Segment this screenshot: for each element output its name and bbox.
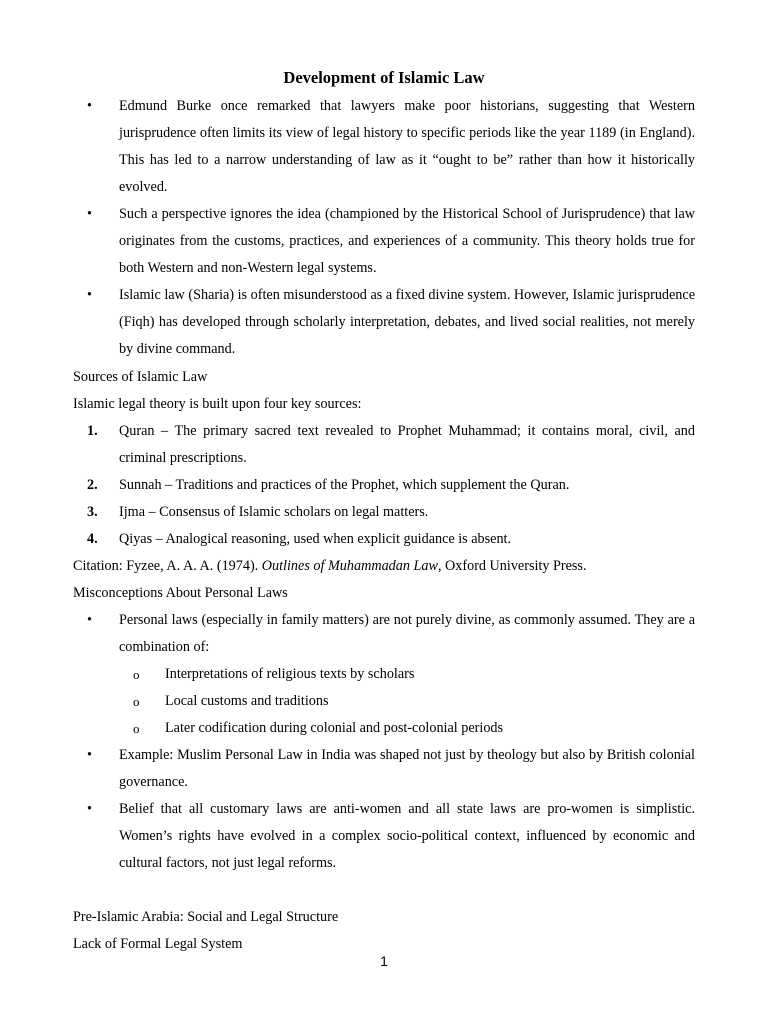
bullet-marker: • [87, 612, 92, 628]
numbered-item [73, 472, 695, 499]
item-text: Qiyas – Analogical reasoning, used when explicit guidance is absent. [119, 531, 512, 547]
sub-bullet-marker: o [133, 721, 140, 736]
section-subheading: Lack of Formal Legal System [73, 936, 243, 952]
citation [73, 553, 695, 580]
section-heading: Misconceptions About Personal Laws [73, 585, 288, 601]
sub-list-item [73, 715, 695, 742]
section-heading: Sources of Islamic Law [73, 369, 208, 385]
bullet-marker: • [87, 801, 92, 817]
bullet-marker: • [87, 98, 92, 114]
list-item [73, 607, 695, 661]
item-number: 4. [87, 531, 98, 547]
section-heading: Pre-Islamic Arabia: Social and Legal Structure [73, 909, 339, 925]
list-item [73, 796, 695, 877]
bullet-marker: • [87, 206, 92, 222]
numbered-item [73, 499, 695, 526]
list-item [73, 93, 695, 201]
sub-item-text: Interpretations of religious texts by scholars [165, 666, 415, 682]
bullet-marker: • [87, 287, 92, 303]
bullet-text: Personal laws (especially in family matters) are not purely divine, as commonly assumed. They are a combination of: [119, 612, 695, 655]
item-number: 1. [87, 423, 98, 439]
list-item [73, 742, 695, 796]
list-item [73, 282, 695, 363]
citation-prefix: Citation: Fyzee, A. A. A. (1974). [73, 558, 262, 574]
misconceptions-section [73, 580, 695, 877]
numbered-item [73, 526, 695, 553]
item-text: Ijma – Consensus of Islamic scholars on legal matters. [119, 504, 429, 520]
bullet-text: Edmund Burke once remarked that lawyers make poor historians, suggesting that Western jurisprudence often limits its view of legal history to specific periods like the year 1189 (in England). This has led to a narrow understanding of law as it “ought to be” rather than how it historically evolved. [119, 98, 695, 195]
citation-suffix: , Oxford University Press. [437, 558, 587, 574]
sub-list-item [73, 688, 695, 715]
list-item [73, 201, 695, 282]
item-text: Sunnah – Traditions and practices of the Prophet, which supplement the Quran. [119, 477, 570, 493]
page-title: Development of Islamic Law [283, 68, 485, 87]
bullet-text: Islamic law (Sharia) is often misunderstood as a fixed divine system. However, Islamic jurisprudence (Fiqh) has developed through scholarly interpretation, debates, and lived social realities, not merely by divine command. [119, 287, 695, 357]
bullet-text: Such a perspective ignores the idea (championed by the Historical School of Jurisprudence) that law originates from the customs, practices, and experiences of a community. This theory holds true for both Western and non-Western legal systems. [119, 206, 695, 276]
citation-book-title: Outlines of Muhammadan Law [261, 558, 438, 574]
numbered-item [73, 418, 695, 472]
bullet-text: Example: Muslim Personal Law in India was shaped not just by theology but also by British colonial governance. [119, 747, 695, 790]
sub-list-item [73, 661, 695, 688]
page-number: 1 [380, 953, 388, 969]
item-number: 3. [87, 504, 98, 520]
sub-bullet-marker: o [133, 694, 140, 709]
bullet-marker: • [87, 747, 92, 763]
sub-item-text: Local customs and traditions [165, 693, 329, 709]
intro-bullet-list [73, 93, 695, 363]
sub-bullet-marker: o [133, 667, 140, 682]
pre-islamic-section [73, 904, 695, 958]
bullet-text: Belief that all customary laws are anti-women and all state laws are pro-women is simplistic. Women’s rights have evolved in a complex socio-political context, influenced by economic and cultural factors, not just legal reforms. [119, 801, 695, 871]
sources-section [73, 364, 695, 580]
item-text: Quran – The primary sacred text revealed to Prophet Muhammad; it contains moral, civil, and criminal prescriptions. [119, 423, 695, 466]
sub-item-text: Later codification during colonial and post-colonial periods [165, 720, 504, 736]
sources-intro: Islamic legal theory is built upon four key sources: [73, 396, 362, 412]
item-number: 2. [87, 477, 98, 493]
